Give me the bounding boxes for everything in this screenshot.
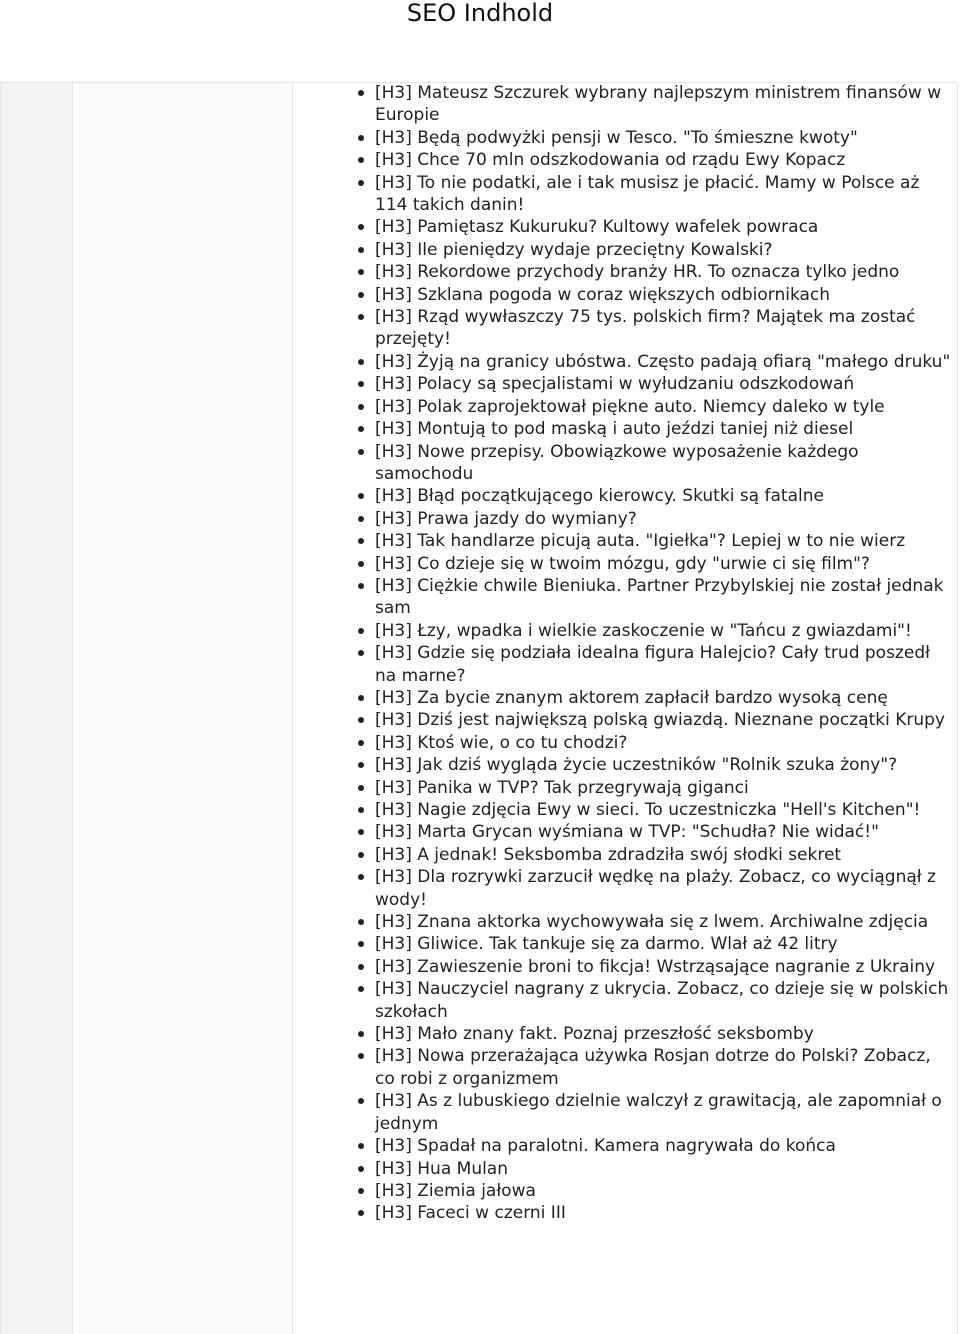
list-item: [H3] Nagie zdjęcia Ewy w sieci. To uczestniczka "Hell's Kitchen"! <box>375 799 955 821</box>
list-item: [H3] Dziś jest największą polską gwiazdą. Nieznane początki Krupy <box>375 709 955 731</box>
list-item: [H3] Za bycie znanym aktorem zapłacił bardzo wysoką cenę <box>375 687 955 709</box>
list-item: [H3] Gdzie się podziała idealna figura Halejcio? Cały trud poszedł na marne? <box>375 642 955 687</box>
list-item: [H3] Pamiętasz Kukuruku? Kultowy wafelek powraca <box>375 216 955 238</box>
list-item: [H3] Jak dziś wygląda życie uczestników "Rolnik szuka żony"? <box>375 754 955 776</box>
list-item: [H3] A jednak! Seksbomba zdradziła swój słodki sekret <box>375 844 955 866</box>
list-item: [H3] Tak handlarze picują auta. "Igiełka"? Lepiej w to nie wierz <box>375 530 955 552</box>
list-item: [H3] Błąd początkującego kierowcy. Skutki są fatalne <box>375 485 955 507</box>
list-item: [H3] Ile pieniędzy wydaje przeciętny Kowalski? <box>375 239 955 261</box>
table-column-left <box>1 83 73 1334</box>
table-column-middle <box>73 83 293 1334</box>
list-item: [H3] Prawa jazdy do wymiany? <box>375 508 955 530</box>
heading-list <box>375 82 955 1225</box>
list-item: [H3] Panika w TVP? Tak przegrywają giganci <box>375 777 955 799</box>
table-column-middle-cell <box>79 83 287 1334</box>
list-item: [H3] Hua Mulan <box>375 1158 955 1180</box>
list-item: [H3] Mało znany fakt. Poznaj przeszłość seksbomby <box>375 1023 955 1045</box>
list-item: [H3] Spadał na paralotni. Kamera nagrywała do końca <box>375 1135 955 1157</box>
list-item: [H3] Faceci w czerni III <box>375 1202 955 1224</box>
list-item: [H3] Żyją na granicy ubóstwa. Często padają ofiarą "małego druku" <box>375 351 955 373</box>
list-item: [H3] Chce 70 mln odszkodowania od rządu Ewy Kopacz <box>375 149 955 171</box>
list-item: [H3] Montują to pod maską i auto jeździ taniej niż diesel <box>375 418 955 440</box>
list-item: [H3] Będą podwyżki pensji w Tesco. "To śmieszne kwoty" <box>375 127 955 149</box>
list-item: [H3] To nie podatki, ale i tak musisz je płacić. Mamy w Polsce aż 114 takich danin! <box>375 172 955 217</box>
list-item: [H3] Polacy są specjalistami w wyłudzaniu odszkodowań <box>375 373 955 395</box>
list-item: [H3] Nowe przepisy. Obowiązkowe wyposażenie każdego samochodu <box>375 441 955 486</box>
list-item: [H3] Znana aktorka wychowywała się z lwem. Archiwalne zdjęcia <box>375 911 955 933</box>
list-item: [H3] Nauczyciel nagrany z ukrycia. Zobacz, co dzieje się w polskich szkołach <box>375 978 955 1023</box>
page-title: SEO Indhold <box>406 0 554 27</box>
list-item: [H3] Co dzieje się w twoim mózgu, gdy "urwie ci się film"? <box>375 553 955 575</box>
list-item: [H3] Polak zaprojektował piękne auto. Niemcy daleko w tyle <box>375 396 955 418</box>
list-item: [H3] Łzy, wpadka i wielkie zaskoczenie w "Tańcu z gwiazdami"! <box>375 620 955 642</box>
list-item: [H3] Szklana pogoda w coraz większych odbiornikach <box>375 284 955 306</box>
list-item: [H3] Zawieszenie broni to fikcja! Wstrząsające nagranie z Ukrainy <box>375 956 955 978</box>
list-item: [H3] Ktoś wie, o co tu chodzi? <box>375 732 955 754</box>
list-item: [H3] Nowa przerażająca używka Rosjan dotrze do Polski? Zobacz, co robi z organizmem <box>375 1045 955 1090</box>
list-item: [H3] Dla rozrywki zarzucił wędkę na plaży. Zobacz, co wyciągnął z wody! <box>375 866 955 911</box>
list-item: [H3] Gliwice. Tak tankuje się za darmo. Wlał aż 42 litry <box>375 933 955 955</box>
list-item: [H3] As z lubuskiego dzielnie walczył z grawitacją, ale zapomniał o jednym <box>375 1090 955 1135</box>
list-item: [H3] Ciężkie chwile Bieniuka. Partner Przybylskiej nie został jednak sam <box>375 575 955 620</box>
list-item: [H3] Marta Grycan wyśmiana w TVP: "Schudła? Nie widać!" <box>375 821 955 843</box>
list-item: [H3] Ziemia jałowa <box>375 1180 955 1202</box>
list-item: [H3] Mateusz Szczurek wybrany najlepszym ministrem finansów w Europie <box>375 82 955 127</box>
list-item: [H3] Rekordowe przychody branży HR. To oznacza tylko jedno <box>375 261 955 283</box>
list-item: [H3] Rząd wywłaszczy 75 tys. polskich firm? Majątek ma zostać przejęty! <box>375 306 955 351</box>
